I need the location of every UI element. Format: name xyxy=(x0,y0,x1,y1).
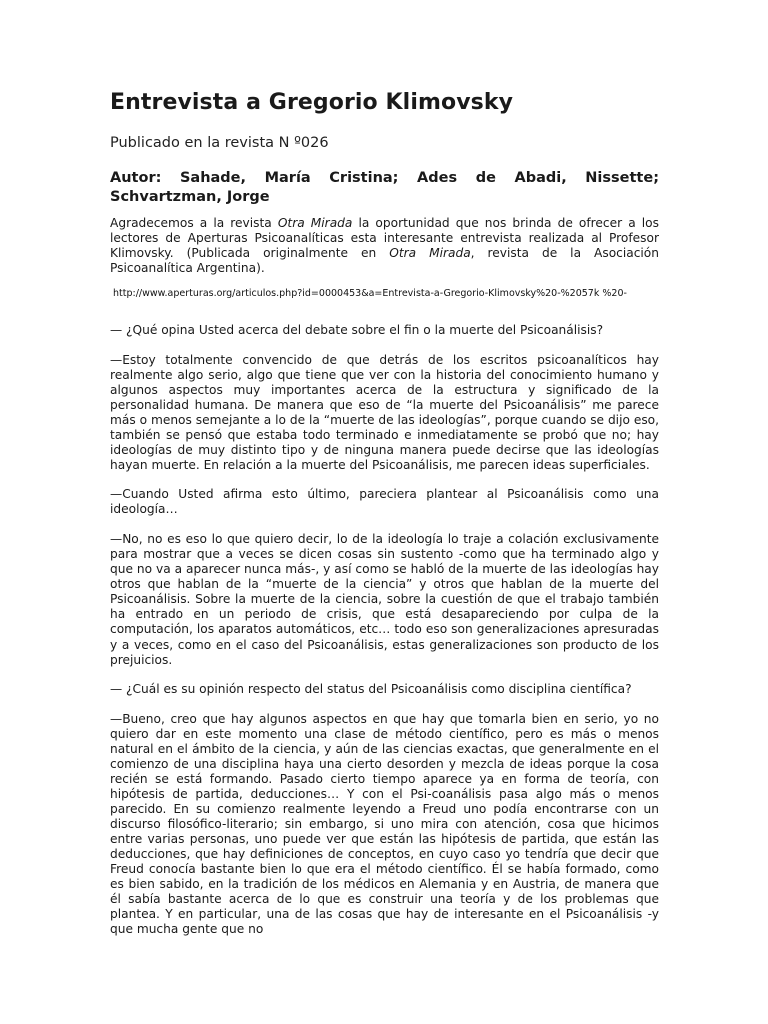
source-url: http://www.aperturas.org/articulos.php?id=0000453&a=Entrevista-a-Gregorio-Klimovsky%20-%2057k %20- xyxy=(113,288,627,300)
article-title: Entrevista a Gregorio Klimovsky xyxy=(110,90,514,115)
interview-question: —Cuando Usted afirma esto último, pareciera plantear al Psicoanálisis como una ideología… xyxy=(110,487,659,517)
intro-paragraph xyxy=(110,216,659,276)
document-page xyxy=(110,88,659,951)
interview-question: — ¿Cuál es su opinión respecto del status del Psicoanálisis como disciplina científica? xyxy=(110,681,632,696)
article-author: Autor: Sahade, María Cristina; Ades de Abadi, Nissette; Schvartzman, Jorge xyxy=(110,170,659,205)
intro-text-2: la oportunidad que nos brinda de ofrecer a los lectores de Aperturas Psicoanalíticas esta interesante entrevista realizada al Profesor Klimovsky. (Publicada originalmente en xyxy=(110,216,659,261)
magazine-name: Otra Mirada xyxy=(277,216,353,230)
magazine-name-2: Otra Mirada xyxy=(389,246,471,261)
interview-question: — ¿Qué opina Usted acerca del debate sobre el fin o la muerte del Psicoanálisis? xyxy=(110,322,604,337)
intro-text-3: , revista de la Asociación Psicoanalítica Argentina). xyxy=(110,246,659,276)
interview-answer: —No, no es eso lo que quiero decir, lo de la ideología lo traje a colación exclusivamente para mostrar que a veces se dicen cosas sin sustento -como que ha terminado algo y que no va a aparecer nunca más-, y así como se habló de la muerte de las ideologías hay otros que hablan de la “muerte de la ciencia” y otros que hablan de la muerte del Psicoanálisis. Sobre la muerte de la ciencia, sobre la cuestión de que el trabajo también ha entrado en un periodo de crisis, que está desapareciendo por culpa de la computación, los aparatos automáticos, etc… todo eso son generalizaciones apresuradas y a veces, como en el caso del Psicoanálisis, estas generalizaciones son producto de los prejuicios. xyxy=(110,532,659,667)
interview-answer: —Estoy totalmente convencido de que detrás de los escritos psicoanalíticos hay realmente algo serio, algo que tiene que ver con la historia del conocimiento humano y algunos aspectos muy importantes acerca de la estructura y significado de la personalidad humana. De manera que eso de “la muerte del Psicoanálisis” me parece más o menos semejante a lo de la “muerte de las ideologías”, porque cuando se dijo eso, también se pensó que estaba todo terminado e inmediatamente se probó que no; hay ideologías de muy distinto tipo y de ninguna manera puede decirse que las ideologías hayan muerte. En relación a la muerte del Psicoanálisis, me parecen ideas superficiales. xyxy=(110,352,659,473)
interview-answer: —Bueno, creo que hay algunos aspectos en que hay que tomarla bien en serio, yo no quiero dar en este momento una clase de método científico, pero es más o menos natural en el ámbito de la ciencia, y aún de las ciencias exactas, que generalmente en el comienzo de una disciplina haya una cierto desorden y mezcla de ideas porque la cosa recién se está formando. Pasado cierto tiempo aparece ya en forma de teoría, con hipótesis de partida, deducciones… Y con el Psi-coanálisis pasa algo más o menos parecido. En su comienzo realmente leyendo a Freud uno podía encontrarse con un discurso filosófico-literario; sin embargo, si uno mira con atención, cosa que hicimos entre varias personas, uno puede ver que están las hipótesis de partida, que están las deducciones, que hay definiciones de conceptos, en cuyo caso yo tendría que decir que Freud conocía bastante bien lo que era el método científico. Él se había formado, como es bien sabido, en la tradición de los médicos en Alemania y en Austria, de manera que él sabía bastante acerca de lo que es construir una teoría y de los problemas que plantea. Y en particular, una de las cosas que hay de interesante en el Psicoanálisis -y que mucha gente que no xyxy=(110,711,659,937)
article-subtitle: Publicado en la revista N º026 xyxy=(110,135,329,151)
intro-text-1: Agradecemos a la revista xyxy=(110,216,278,230)
